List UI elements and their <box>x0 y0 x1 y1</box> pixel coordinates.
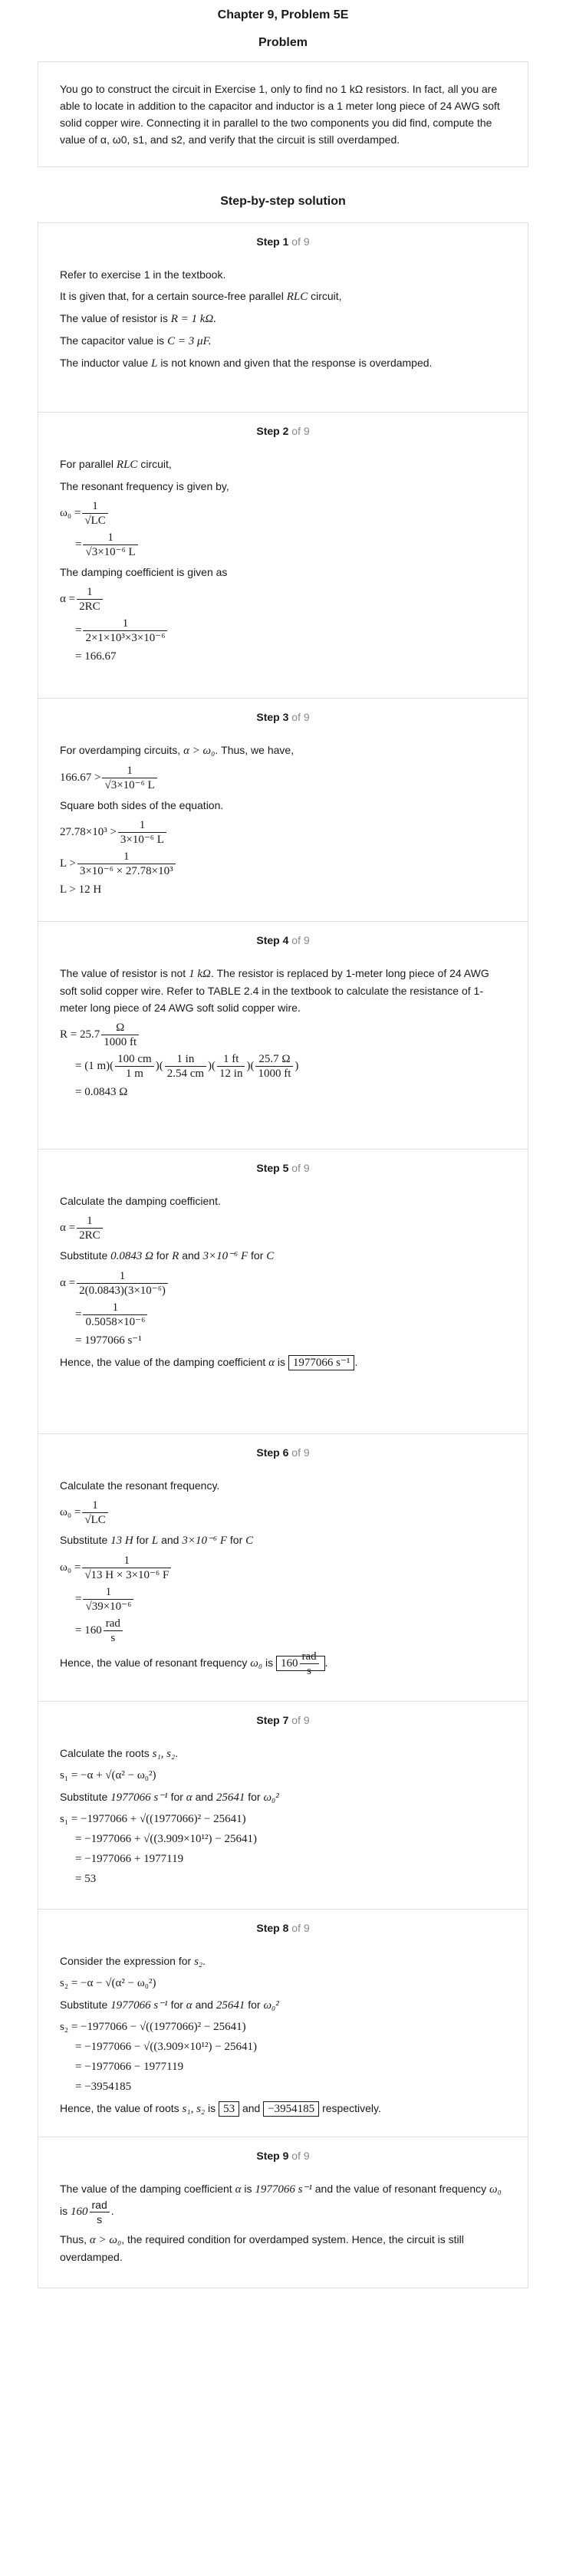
equation: α = $\frac{1}{2RC}$ <box>60 585 506 614</box>
step-label: Step 5 of 9 <box>256 1162 310 1174</box>
step-5 <box>38 1150 528 1434</box>
steps-container <box>38 222 528 2288</box>
equation: = $\frac{1}{\text{√3×10⁻⁶ L}}$ <box>60 531 506 559</box>
text-line: Square both sides of the equation. <box>60 799 224 811</box>
text-line: The value of the damping coefficient α is 1977066 s⁻¹ and the value of resonant frequency ω₀ is 160 $\frac{\text{rad}}{s}$ . <box>60 2183 502 2226</box>
step-7 <box>38 1702 528 1910</box>
text-line: For parallel RLC circuit, <box>60 458 172 471</box>
step-label: Step 4 of 9 <box>256 934 310 946</box>
text-line: Thus, α > ω₀, the required condition for overdamped system. Hence, the circuit is still overdamped. <box>60 2233 464 2263</box>
equation: 166.67 > $\frac{1}{\text{√3×10⁻⁶ L}}$ <box>60 764 506 792</box>
answer-box: 1977066 s⁻¹ <box>288 1355 355 1370</box>
text-line: The inductor value L is not known and given that the response is overdamped. <box>60 357 433 370</box>
text-line: Calculate the roots s₁, s₂. <box>60 1747 179 1760</box>
equation: s₂ = −1977066 − √((1977066)² − 25641) <box>60 2021 246 2033</box>
text-line: Substitute 1977066 s⁻¹ for α and 25641 for ω₀² <box>60 1999 279 2012</box>
step-label: Step 9 of 9 <box>256 2150 310 2162</box>
answer-box: −3954185 <box>263 2101 319 2117</box>
text-line: Substitute 13 H for L and 3×10⁻⁶ F for C <box>60 1534 254 1547</box>
equation: ω₀ = $\frac{1}{√LC}$ <box>60 499 506 528</box>
equation: = 0.0843 Ω <box>75 1086 128 1098</box>
conclusion: Hence, the value of roots s₁, s₂ is 53 and −3954185 respectively. <box>60 2102 381 2115</box>
text-line: The resonant frequency is given by, <box>60 480 229 492</box>
step-label: Step 8 of 9 <box>256 1922 310 1934</box>
equation: L > 12 H <box>60 883 102 896</box>
step-3 <box>38 699 528 922</box>
equation: 27.78×10³ > $\frac{1}{\text{3×10⁻⁶ L}}$ <box>60 818 506 847</box>
text-line: Consider the expression for s₂. <box>60 1955 206 1968</box>
equation: = −3954185 <box>75 2081 132 2093</box>
equation: α = $\frac{1}{2RC}$ <box>60 1214 506 1242</box>
equation: s₂ = −α − √(α² − ω₀²) <box>60 1977 156 1989</box>
text-line: Refer to exercise 1 in the textbook. <box>60 268 226 281</box>
equation: = $\frac{1}{\text{√39×10⁻⁶}}$ <box>60 1585 506 1614</box>
step-label: Step 7 of 9 <box>256 1714 310 1726</box>
step-1 <box>38 223 528 413</box>
equation: ω₀ = $\frac{1}{\text{√13 H × 3×10⁻⁶ F}}$ <box>60 1554 506 1582</box>
text-line: It is given that, for a certain source-free parallel RLC circuit, <box>60 290 342 303</box>
page-title: Chapter 9, Problem 5E <box>217 8 349 21</box>
text-line: The value of resistor is not 1 kΩ. The resistor is replaced by 1-meter long piece of 24 AWG soft solid copper wire. Refer to TABLE 2.4 in the textbook to calculate the resistance of 1-meter long piece of 24 AWG soft solid copper wire. <box>60 967 489 1014</box>
problem-text: You go to construct the circuit in Exercise 1, only to find no 1 kΩ resistors. In fact, all you are able to locate in addition to the capacitor and inductor is a 1 meter long piece of 24 AWG soft solid copper wire. Connecting it in parallel to the two components you did find, compute the value of α, ω0, s1, and s2, and verify that the circuit is still overdamped. <box>60 83 500 146</box>
equation: s₁ = −α + √(α² − ω₀²) <box>60 1769 156 1781</box>
step-label: Step 1 of 9 <box>256 235 310 248</box>
step-9 <box>38 2137 528 2288</box>
equation: = −1977066 + √((3.909×10¹²) − 25641) <box>75 1833 258 1845</box>
text-line: Substitute 0.0843 Ω for R and 3×10⁻⁶ F for C <box>60 1249 275 1262</box>
equation: R = 25.7 $\frac{\Omega}{1000 ft}$ <box>60 1021 506 1049</box>
equation: = $\frac{1}{\text{0.5058×10⁻⁶}}$ <box>60 1301 506 1329</box>
page <box>38 0 528 2288</box>
equation: α = $\frac{1}{\text{2(0.0843)(3×10⁻⁶)}}$ <box>60 1269 506 1298</box>
step-4 <box>38 922 528 1150</box>
text-line: Calculate the resonant frequency. <box>60 1479 220 1492</box>
step-2 <box>38 413 528 699</box>
step-6 <box>38 1434 528 1702</box>
equation: = $\frac{1}{\text{2×1×10³×3×10⁻⁶}}$ <box>60 617 506 645</box>
equation: = 166.67 <box>75 650 117 663</box>
text-line: For overdamping circuits, α > ω₀. Thus, we have, <box>60 744 295 757</box>
equation: ω₀ = $\frac{1}{√LC}$ <box>60 1499 506 1527</box>
equation: L > $\frac{1}{\text{3×10⁻⁶ × 27.78×10³}}$ <box>60 850 506 878</box>
equation: = 160 $\frac{\text{rad}}{s}$ <box>60 1617 506 1645</box>
step-label: Step 2 of 9 <box>256 425 310 437</box>
answer-box: 160 $\frac{\text{rad}}{s}$ <box>276 1656 325 1671</box>
text-line: Calculate the damping coefficient. <box>60 1195 221 1207</box>
step-8 <box>38 1910 528 2137</box>
text-line: The capacitor value is C = 3 μF. <box>60 334 212 347</box>
answer-box: 53 <box>219 2101 239 2117</box>
equation: = −1977066 − √((3.909×10¹²) − 25641) <box>75 2041 258 2053</box>
text-line: The value of resistor is R = 1 kΩ. <box>60 312 217 325</box>
text-line: Substitute 1977066 s⁻¹ for α and 25641 for ω₀² <box>60 1791 279 1804</box>
problem-heading: Problem <box>258 36 308 49</box>
conclusion: Hence, the value of resonant frequency ω₀ is 160 $\frac{\text{rad}}{s}$ . <box>60 1650 328 1677</box>
text-line: The damping coefficient is given as <box>60 566 228 578</box>
equation: = (1 m)( $\frac{100 cm}{1 m}$ )( $\frac{1 in}{2.54 cm}$ )( $\frac{1 ft}{12 in}$ )( $\frac{25.7 \Omega}{1000 ft}$ ) <box>75 1053 299 1080</box>
step-label: Step 6 of 9 <box>256 1446 310 1459</box>
equation: = 53 <box>75 1873 97 1885</box>
problem-box <box>38 61 528 167</box>
equation: = −1977066 + 1977119 <box>75 1853 184 1865</box>
solution-heading: Step-by-step solution <box>220 195 346 208</box>
conclusion: Hence, the value of the damping coefficient α is 1977066 s⁻¹ . <box>60 1356 358 1369</box>
equation: s₁ = −1977066 + √((1977066)² − 25641) <box>60 1813 246 1825</box>
equation: = −1977066 − 1977119 <box>75 2061 184 2073</box>
equation: = 1977066 s⁻¹ <box>75 1334 142 1347</box>
step-label: Step 3 of 9 <box>256 711 310 723</box>
